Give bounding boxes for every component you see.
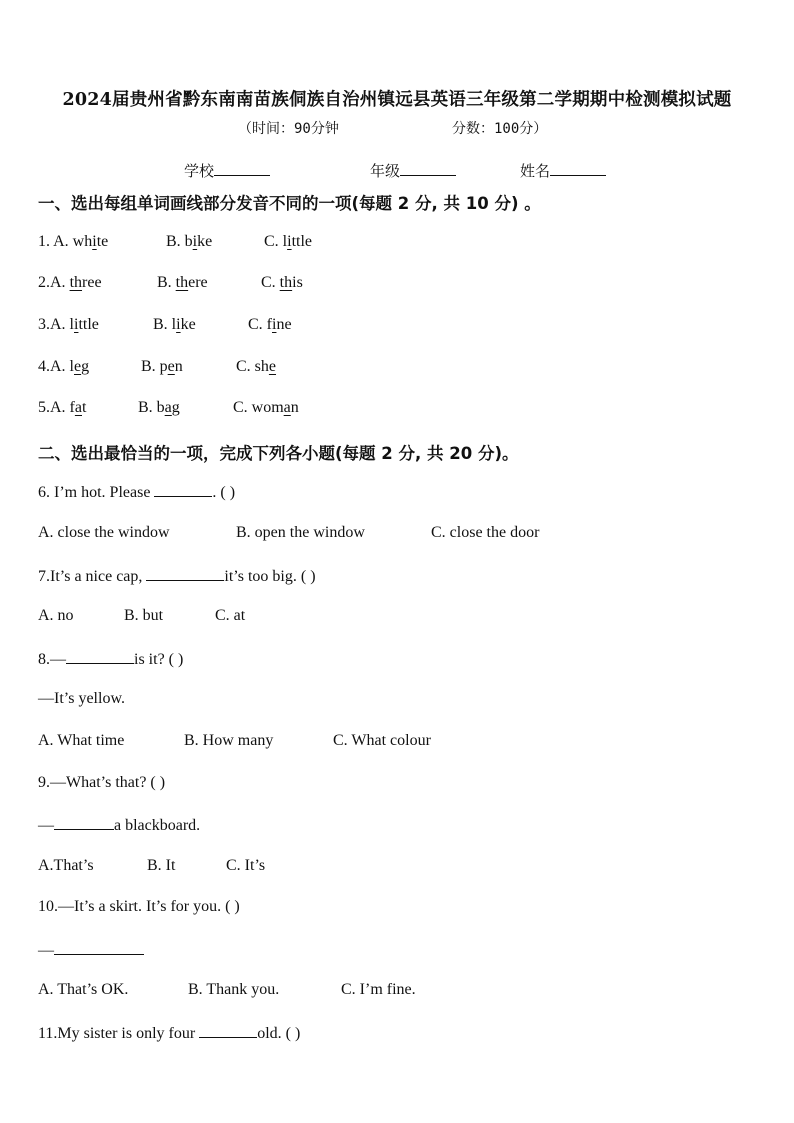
q8-answer: —It’s yellow.: [38, 690, 125, 707]
exam-title: 2024届贵州省黔东南南苗族侗族自治州镇远县英语三年级第二学期期中检测模拟试题: [62, 90, 732, 110]
name-blank[interactable]: [550, 161, 606, 176]
q8-option-a[interactable]: A. What time: [38, 732, 125, 749]
s1-item-1-option-c[interactable]: C. little: [264, 233, 313, 250]
q7-blank[interactable]: [146, 566, 224, 581]
q9-blank[interactable]: [54, 815, 114, 830]
s1-item-4: 4.A. leg: [38, 358, 90, 375]
q8-blank[interactable]: [66, 649, 134, 664]
name-field: [520, 160, 606, 181]
section1-heading: 一、选出每组单词画线部分发音不同的一项(每题 2 分, 共 10 分) 。: [38, 194, 541, 213]
s1-item-5: 5.A. fat: [38, 399, 87, 416]
s1-item-2-option-b[interactable]: B. there: [157, 274, 208, 291]
question-6: 6. I’m hot. Please . ( ): [38, 484, 236, 501]
question-7: 7.It’s a nice cap, it’s too big. ( ): [38, 568, 316, 585]
q10-option-a[interactable]: A. That’s OK.: [38, 981, 129, 998]
s1-item-1: 1. A. white: [38, 233, 109, 250]
q7-option-c[interactable]: C. at: [215, 607, 246, 624]
q8-option-c[interactable]: C. What colour: [333, 732, 431, 749]
s1-item-2: 2.A. three: [38, 274, 102, 291]
grade-field: [370, 160, 456, 181]
grade-blank[interactable]: [400, 161, 456, 176]
q10-blank[interactable]: [54, 940, 144, 955]
q7-option-b[interactable]: B. but: [124, 607, 164, 624]
s1-item-5-option-c[interactable]: C. woman: [233, 399, 299, 416]
s1-item-3: 3.A. little: [38, 316, 99, 333]
s1-item-3-option-c[interactable]: C. fine: [248, 316, 292, 333]
question-11: 11.My sister is only four old. ( ): [38, 1025, 301, 1042]
s1-item-2-option-c[interactable]: C. this: [261, 274, 303, 291]
question-10: 10.—It’s a skirt. It’s for you. ( ): [38, 898, 240, 915]
q8-option-b[interactable]: B. How many: [184, 732, 274, 749]
grade-label: 年级: [370, 162, 401, 180]
q11-blank[interactable]: [199, 1023, 257, 1038]
school-field: [184, 160, 270, 181]
q10-option-c[interactable]: C. I’m fine.: [341, 981, 416, 998]
q6-option-c[interactable]: C. close the door: [431, 524, 540, 541]
q9-answer: — a blackboard.: [38, 817, 201, 834]
q9-option-b[interactable]: B. It: [147, 857, 176, 874]
s1-item-4-option-b[interactable]: B. pen: [141, 358, 183, 375]
q10-option-b[interactable]: B. Thank you.: [188, 981, 280, 998]
name-label: 姓名: [520, 162, 551, 180]
school-label: 学校: [184, 162, 215, 180]
q6-option-b[interactable]: B. open the window: [236, 524, 365, 541]
q9-option-c[interactable]: C. It’s: [226, 857, 266, 874]
s1-item-3-option-b[interactable]: B. like: [153, 316, 196, 333]
q6-blank[interactable]: [154, 482, 212, 497]
s1-item-4-option-c[interactable]: C. she: [236, 358, 277, 375]
school-blank[interactable]: [214, 161, 270, 176]
question-9: 9.—What’s that? ( ): [38, 774, 166, 791]
q6-option-a[interactable]: A. close the window: [38, 524, 170, 541]
section2-heading: 二、选出最恰当的一项，完成下列各小题(每题 2 分, 共 20 分)。: [38, 444, 519, 463]
s1-item-5-option-b[interactable]: B. bag: [138, 399, 180, 416]
q7-option-a[interactable]: A. no: [38, 607, 74, 624]
question-8: 8.— is it? ( ): [38, 651, 184, 668]
s1-item-1-option-b[interactable]: B. bike: [166, 233, 213, 250]
q9-option-a[interactable]: A.That’s: [38, 857, 94, 874]
q10-answer: —: [38, 940, 144, 960]
exam-score: 分数：100分）: [452, 121, 548, 137]
exam-time: （时间：90分钟: [238, 121, 339, 137]
